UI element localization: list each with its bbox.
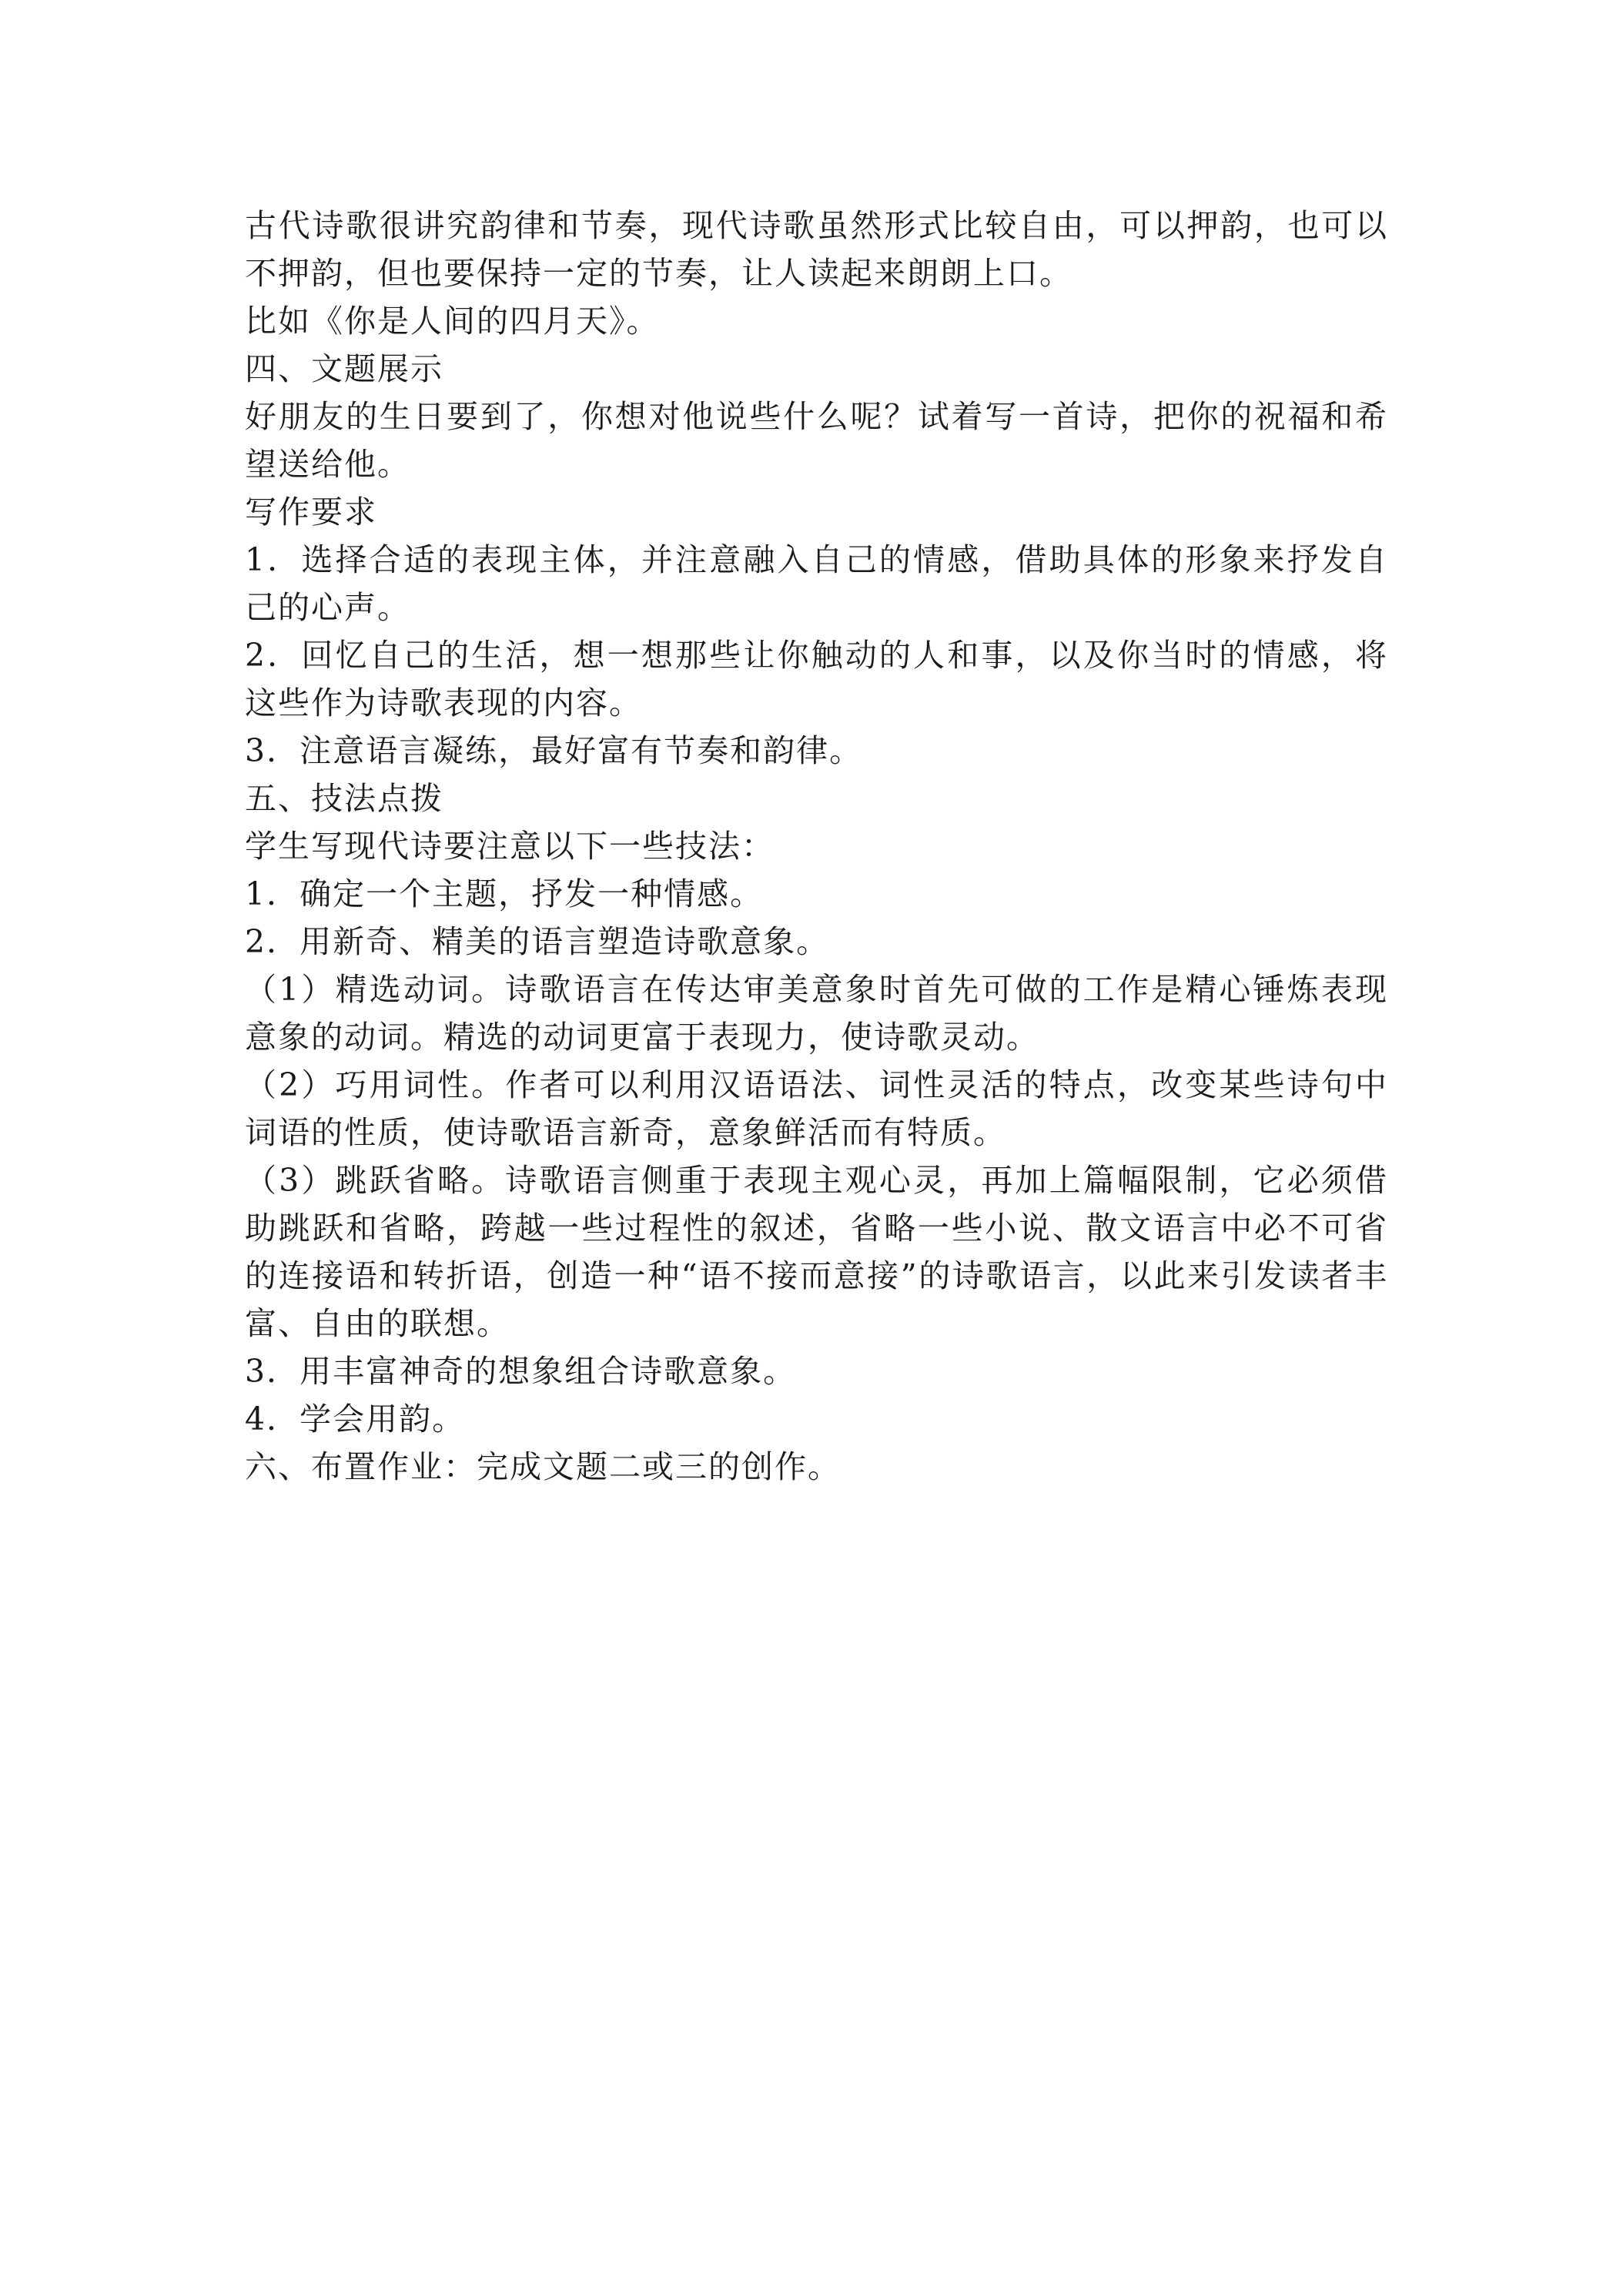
paragraph-rhythm: 古代诗歌很讲究韵律和节奏，现代诗歌虽然形式比较自由，可以押韵，也可以不押韵，但也要保持一定的节奏，让人读起来朗朗上口。 [245,207,1388,292]
technique-subitem-3: （3）跳跃省略。诗歌语言侧重于表现主观心灵，再加上篇幅限制，它必须借助跳跃和省略，跨越一些过程性的叙述，省略一些小说、散文语言中必不可省的连接语和转折语，创造一种“语不接而意接”的诗歌语言，以此来引发读者丰富、自由的联想。 [245,1162,1388,1342]
technique-subitem-2: （2）巧用词性。作者可以利用汉语语法、词性灵活的特点，改变某些诗句中词语的性质，使诗歌语言新奇，意象鲜活而有特质。 [245,1066,1388,1151]
technique-item-3: 3．用丰富神奇的想象组合诗歌意象。 [245,1353,797,1390]
section-heading-6: 六、布置作业：完成文题二或三的创作。 [245,1448,841,1485]
paragraph-prompt: 好朋友的生日要到了，你想对他说些什么呢？试着写一首诗，把你的祝福和希望送给他。 [245,398,1388,483]
requirement-item-2: 2．回忆自己的生活，想一想那些让你触动的人和事，以及你当时的情感，将这些作为诗歌表现的内容。 [245,637,1388,721]
technique-item-2: 2．用新奇、精美的语言塑造诗歌意象。 [245,923,830,960]
paragraph-techniques-intro: 学生写现代诗要注意以下一些技法： [245,828,775,865]
paragraph-example: 比如《你是人间的四月天》。 [245,303,660,340]
technique-item-4: 4．学会用韵。 [245,1401,466,1438]
section-heading-5: 五、技法点拨 [245,780,443,817]
subheading-requirements: 写作要求 [245,494,377,530]
technique-subitem-1: （1）精选动词。诗歌语言在传达审美意象时首先可做的工作是精心锤炼表现意象的动词。精选的动词更富于表现力，使诗歌灵动。 [245,971,1388,1056]
document-body [245,202,1388,1491]
technique-item-1: 1．确定一个主题，抒发一种情感。 [245,875,764,912]
section-heading-4: 四、文题展示 [245,350,443,387]
requirement-item-3: 3．注意语言凝练，最好富有节奏和韵律。 [245,732,863,769]
requirement-item-1: 1．选择合适的表现主体，并注意融入自己的情感，借助具体的形象来抒发自己的心声。 [245,541,1388,626]
